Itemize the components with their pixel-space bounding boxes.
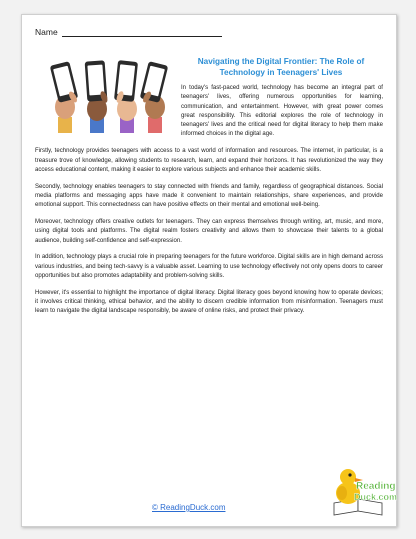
logo-text-duck: Duck.com bbox=[354, 492, 398, 502]
paragraph-6: However, it's essential to highlight the importance of digital literacy. Digital literacy goes beyond knowing how to operate devices; it involves critical thinking, ethical behavior, and the ability to discern credible information from misinformation. Teenagers must learn to navigate the digital landscape responsibly, be aware of online risks, and protect their privacy. bbox=[35, 289, 383, 315]
paragraph-5: In addition, technology plays a crucial role in preparing teenagers for the future workforce. Digital skills are in high demand across various industries, and being tech-savvy is a valuable asset. Learning to use technology effectively not only opens doors to career opportunities but also promotes adaptability and problem-solving skills. bbox=[35, 254, 383, 280]
paragraph-1: In today's fast-paced world, technology has become an integral part of teenagers' lives, offering numerous opportunities for learning, communication, and entertainment. However, with great power comes great responsibility. This editorial explores the role of technology in teenagers' lives and the critical need for digital literacy to help them make informed choices in the digital age. bbox=[181, 85, 383, 138]
illustration-wrap-space bbox=[35, 84, 181, 146]
article-title: Navigating the Digital Frontier: The Role of Technology in Teenagers' Lives bbox=[197, 57, 365, 77]
name-field bbox=[35, 27, 222, 37]
name-write-line[interactable] bbox=[62, 27, 222, 37]
logo-text-reading: Reading bbox=[356, 481, 396, 492]
readingduck-link[interactable]: © ReadingDuck.com bbox=[152, 503, 226, 512]
worksheet-page bbox=[21, 14, 397, 527]
article-body bbox=[35, 84, 383, 324]
reading-duck-logo bbox=[328, 463, 398, 519]
paragraph-3: Secondly, technology enables teenagers to stay connected with friends and family, regardless of geographical distances. Social media platforms and messaging apps have made it convenient to maintain relationships, share experiences, and provide emotional support. This connectedness can have positive effects on their mental and emotional well-being. bbox=[35, 183, 383, 209]
paragraph-4: Moreover, technology offers creative outlets for teenagers. They can express themselves through writing, art, music, and more, using digital tools and platforms. The digital realm fosters creativity and allows them to showcase their talents to a global audience, building self-confidence and self-expression. bbox=[35, 219, 383, 244]
name-label: Name bbox=[35, 27, 58, 37]
paragraph-2: Firstly, technology provides teenagers with access to a vast world of information and resources. The internet, in particular, is a treasure trove of knowledge, allowing students to research, learn, and expand their horizons. It has revolutionized the way they access educational content, making it easier to explore various subjects and enhance their academic skills. bbox=[35, 148, 383, 173]
